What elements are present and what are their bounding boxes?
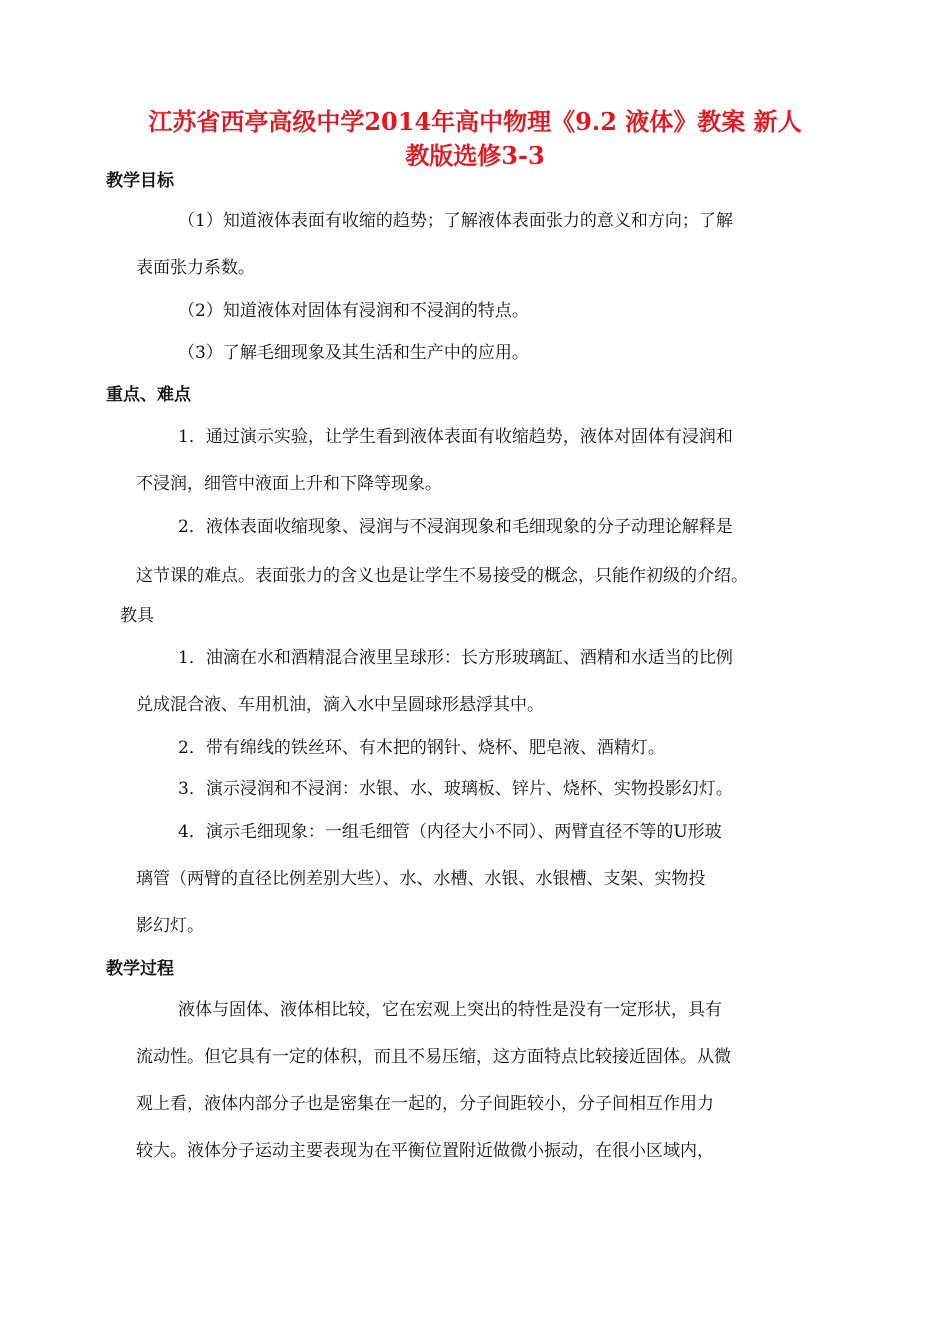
paragraph-line: 4．演示毛细现象：一组毛细管（内径大小不同）、两臂直径不等的U形玻 — [178, 822, 722, 842]
paragraph-line: 影幻灯。 — [136, 916, 204, 936]
paragraph-line: （2）知道液体对固体有浸润和不浸润的特点。 — [178, 301, 529, 321]
paragraph-line: （3）了解毛细现象及其生活和生产中的应用。 — [178, 343, 529, 363]
paragraph-line: （1）知道液体表面有收缩的趋势；了解液体表面张力的意义和方向；了解 — [178, 211, 733, 231]
paragraph-line: 2．液体表面收缩现象、浸润与不浸润现象和毛细现象的分子动理论解释是 — [178, 517, 733, 537]
paragraph-line: 兑成混合液、车用机油，滴入水中呈圆球形悬浮其中。 — [136, 695, 544, 715]
paragraph-line: 1．通过演示实验，让学生看到液体表面有收缩趋势，液体对固体有浸润和 — [178, 427, 733, 447]
paragraph-line: 这节课的难点。表面张力的含义也是让学生不易接受的概念，只能作初级的介绍。 — [136, 566, 748, 586]
paragraph-line: 2．带有绵线的铁丝环、有木把的钢针、烧杯、肥皂液、酒精灯。 — [178, 738, 665, 758]
section-heading-key-points: 重点、难点 — [106, 385, 191, 405]
document-title-line-1: 江苏省西亭高级中学2014年高中物理《9.2 液体》教案 新人 — [148, 107, 802, 136]
section-heading-tools: 教具 — [120, 606, 154, 626]
section-heading-process: 教学过程 — [106, 959, 174, 979]
paragraph-line: 不浸润，细管中液面上升和下降等现象。 — [136, 474, 442, 494]
paragraph-line: 1．油滴在水和酒精混合液里呈球形：长方形玻璃缸、酒精和水适当的比例 — [178, 648, 733, 668]
paragraph-line: 观上看，液体内部分子也是密集在一起的，分子间距较小，分子间相互作用力 — [136, 1094, 714, 1114]
paragraph-line: 液体与固体、液体相比较，它在宏观上突出的特性是没有一定形状，具有 — [178, 1000, 722, 1020]
document-title-line-2: 教版选修3-3 — [405, 141, 545, 170]
paragraph-line: 璃管（两臂的直径比例差别大些）、水、水槽、水银、水银槽、支架、实物投 — [136, 869, 706, 889]
section-heading-goals: 教学目标 — [106, 171, 174, 191]
paragraph-line: 流动性。但它具有一定的体积，而且不易压缩，这方面特点比较接近固体。从微 — [136, 1047, 731, 1067]
paragraph-line: 3．演示浸润和不浸润：水银、水、玻璃板、锌片、烧杯、实物投影幻灯。 — [178, 779, 733, 799]
paragraph-line: 表面张力系数。 — [136, 258, 255, 278]
paragraph-line: 较大。液体分子运动主要表现为在平衡位置附近做微小振动，在很小区域内， — [136, 1141, 714, 1161]
